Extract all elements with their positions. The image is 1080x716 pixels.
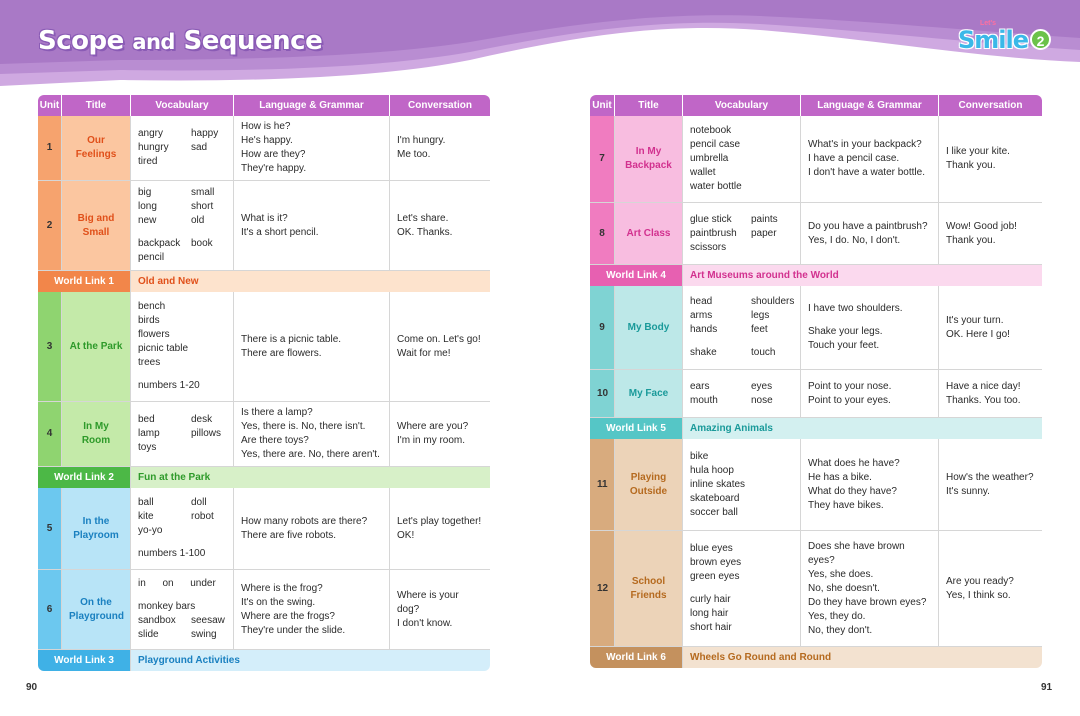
table-row bbox=[38, 181, 490, 271]
col-vocabulary: Vocabulary bbox=[683, 95, 801, 116]
world-link-title: Wheels Go Round and Round bbox=[683, 647, 1042, 668]
table-row bbox=[590, 439, 1042, 531]
vocab-cell: bed desk lamp pillows toys bbox=[131, 402, 234, 467]
vocab-cell: head shoulders arms legs hands feet shake touch bbox=[683, 286, 801, 370]
unit-title: Big and Small bbox=[62, 181, 131, 271]
table-row bbox=[590, 370, 1042, 418]
scope-table-right bbox=[590, 95, 1042, 668]
conversation-cell: I like your kite. Thank you. bbox=[939, 116, 1042, 203]
page-number-right: 91 bbox=[1041, 682, 1053, 693]
col-title: Title bbox=[62, 95, 131, 116]
unit-number: 5 bbox=[38, 488, 62, 570]
grammar-cell: Point to your nose. Point to your eyes. bbox=[801, 370, 939, 418]
table-row bbox=[38, 402, 490, 467]
table-row bbox=[590, 116, 1042, 203]
vocab-cell: blue eyes brown eyes green eyes curly hair long hair short hair bbox=[683, 531, 801, 647]
grammar-cell: I have two shoulders. Shake your legs. Touch your feet. bbox=[801, 286, 939, 370]
conversation-cell: Where is your dog? I don't know. bbox=[390, 570, 490, 650]
unit-number: 1 bbox=[38, 116, 62, 181]
unit-number: 12 bbox=[590, 531, 615, 647]
unit-number: 2 bbox=[38, 181, 62, 271]
unit-title: In My Room bbox=[62, 402, 131, 467]
vocab-cell: ears eyes mouth nose bbox=[683, 370, 801, 418]
conversation-cell: Let's play together! OK! bbox=[390, 488, 490, 570]
col-vocabulary: Vocabulary bbox=[131, 95, 234, 116]
vocab-cell: in on under monkey bars sandbox seesaw slide swing bbox=[131, 570, 234, 650]
table-row bbox=[590, 531, 1042, 647]
unit-title: In the Playroom bbox=[62, 488, 131, 570]
table-row bbox=[38, 292, 490, 402]
table-row bbox=[590, 286, 1042, 370]
page-title: Scope and Sequence bbox=[38, 26, 323, 56]
conversation-cell: Come on. Let's go! Wait for me! bbox=[390, 292, 490, 402]
world-link-title: Fun at the Park bbox=[131, 467, 490, 488]
unit-number: 4 bbox=[38, 402, 62, 467]
grammar-cell: There is a picnic table. There are flowers. bbox=[234, 292, 390, 402]
col-title: Title bbox=[615, 95, 683, 116]
col-unit: Unit bbox=[38, 95, 62, 116]
world-link-row bbox=[38, 271, 490, 292]
grammar-cell: Do you have a paintbrush? Yes, I do. No, I don't. bbox=[801, 203, 939, 265]
grammar-cell: Does she have brown eyes? Yes, she does. No, she doesn't. Do they have brown eyes? Yes, they do. No, they don't. bbox=[801, 531, 939, 647]
unit-number: 10 bbox=[590, 370, 615, 418]
world-link-label: World Link 4 bbox=[590, 265, 683, 286]
world-link-title: Playground Activities bbox=[131, 650, 490, 671]
vocab-cell: glue stick paints paintbrush paper scissors bbox=[683, 203, 801, 265]
table-row bbox=[590, 203, 1042, 265]
conversation-cell: Have a nice day! Thanks. You too. bbox=[939, 370, 1042, 418]
vocab-cell: bench birds flowers picnic table trees numbers 1-20 bbox=[131, 292, 234, 402]
col-conversation: Conversation bbox=[939, 95, 1042, 116]
grammar-cell: Where is the frog? It's on the swing. Where are the frogs? They're under the slide. bbox=[234, 570, 390, 650]
world-link-title: Art Museums around the World bbox=[683, 265, 1042, 286]
unit-number: 8 bbox=[590, 203, 615, 265]
table-row bbox=[38, 570, 490, 650]
world-link-label: World Link 5 bbox=[590, 418, 683, 439]
unit-title: My Body bbox=[615, 286, 683, 370]
world-link-row bbox=[38, 467, 490, 488]
grammar-cell: Is there a lamp? Yes, there is. No, there isn't. Are there toys? Yes, there are. No, there aren't. bbox=[234, 402, 390, 467]
world-link-row bbox=[590, 647, 1042, 668]
unit-title: My Face bbox=[615, 370, 683, 418]
table-row bbox=[38, 488, 490, 570]
world-link-label: World Link 3 bbox=[38, 650, 131, 671]
grammar-cell: What's in your backpack? I have a pencil case. I don't have a water bottle. bbox=[801, 116, 939, 203]
conversation-cell: It's your turn. OK. Here I go! bbox=[939, 286, 1042, 370]
unit-title: Playing Outside bbox=[615, 439, 683, 531]
world-link-title: Old and New bbox=[131, 271, 490, 292]
vocab-cell: big small long short new old backpack book pencil bbox=[131, 181, 234, 271]
grammar-cell: How many robots are there? There are five robots. bbox=[234, 488, 390, 570]
grammar-cell: What is it? It's a short pencil. bbox=[234, 181, 390, 271]
vocab-cell: ball doll kite robot yo-yo numbers 1-100 bbox=[131, 488, 234, 570]
col-unit: Unit bbox=[590, 95, 615, 116]
conversation-cell: Are you ready? Yes, I think so. bbox=[939, 531, 1042, 647]
world-link-row bbox=[590, 418, 1042, 439]
world-link-label: World Link 6 bbox=[590, 647, 683, 668]
conversation-cell: How's the weather? It's sunny. bbox=[939, 439, 1042, 531]
unit-title: In My Backpack bbox=[615, 116, 683, 203]
world-link-label: World Link 2 bbox=[38, 467, 131, 488]
unit-title: On the Playground bbox=[62, 570, 131, 650]
unit-title: Our Feelings bbox=[62, 116, 131, 181]
series-logo: Let's Smile 2 bbox=[958, 26, 1051, 56]
world-link-title: Amazing Animals bbox=[683, 418, 1042, 439]
unit-title: At the Park bbox=[62, 292, 131, 402]
col-grammar: Language & Grammar bbox=[801, 95, 939, 116]
conversation-cell: Wow! Good job! Thank you. bbox=[939, 203, 1042, 265]
conversation-cell: Let's share. OK. Thanks. bbox=[390, 181, 490, 271]
table-row bbox=[38, 116, 490, 181]
unit-number: 3 bbox=[38, 292, 62, 402]
vocab-cell: bike hula hoop inline skates skateboard soccer ball bbox=[683, 439, 801, 531]
scope-table-left bbox=[38, 95, 490, 671]
unit-number: 11 bbox=[590, 439, 615, 531]
unit-title: Art Class bbox=[615, 203, 683, 265]
grammar-cell: What does he have? He has a bike. What do they have? They have bikes. bbox=[801, 439, 939, 531]
world-link-row bbox=[38, 650, 490, 671]
col-grammar: Language & Grammar bbox=[234, 95, 390, 116]
conversation-cell: Where are you? I'm in my room. bbox=[390, 402, 490, 467]
vocab-cell: notebook pencil case umbrella wallet water bottle bbox=[683, 116, 801, 203]
conversation-cell: I'm hungry. Me too. bbox=[390, 116, 490, 181]
col-conversation: Conversation bbox=[390, 95, 490, 116]
unit-number: 6 bbox=[38, 570, 62, 650]
unit-number: 7 bbox=[590, 116, 615, 203]
vocab-cell: angry happy hungry sad tired bbox=[131, 116, 234, 181]
grammar-cell: How is he? He's happy. How are they? They're happy. bbox=[234, 116, 390, 181]
unit-title: School Friends bbox=[615, 531, 683, 647]
world-link-row bbox=[590, 265, 1042, 286]
page-number-left: 90 bbox=[26, 682, 38, 693]
world-link-label: World Link 1 bbox=[38, 271, 131, 292]
unit-number: 9 bbox=[590, 286, 615, 370]
